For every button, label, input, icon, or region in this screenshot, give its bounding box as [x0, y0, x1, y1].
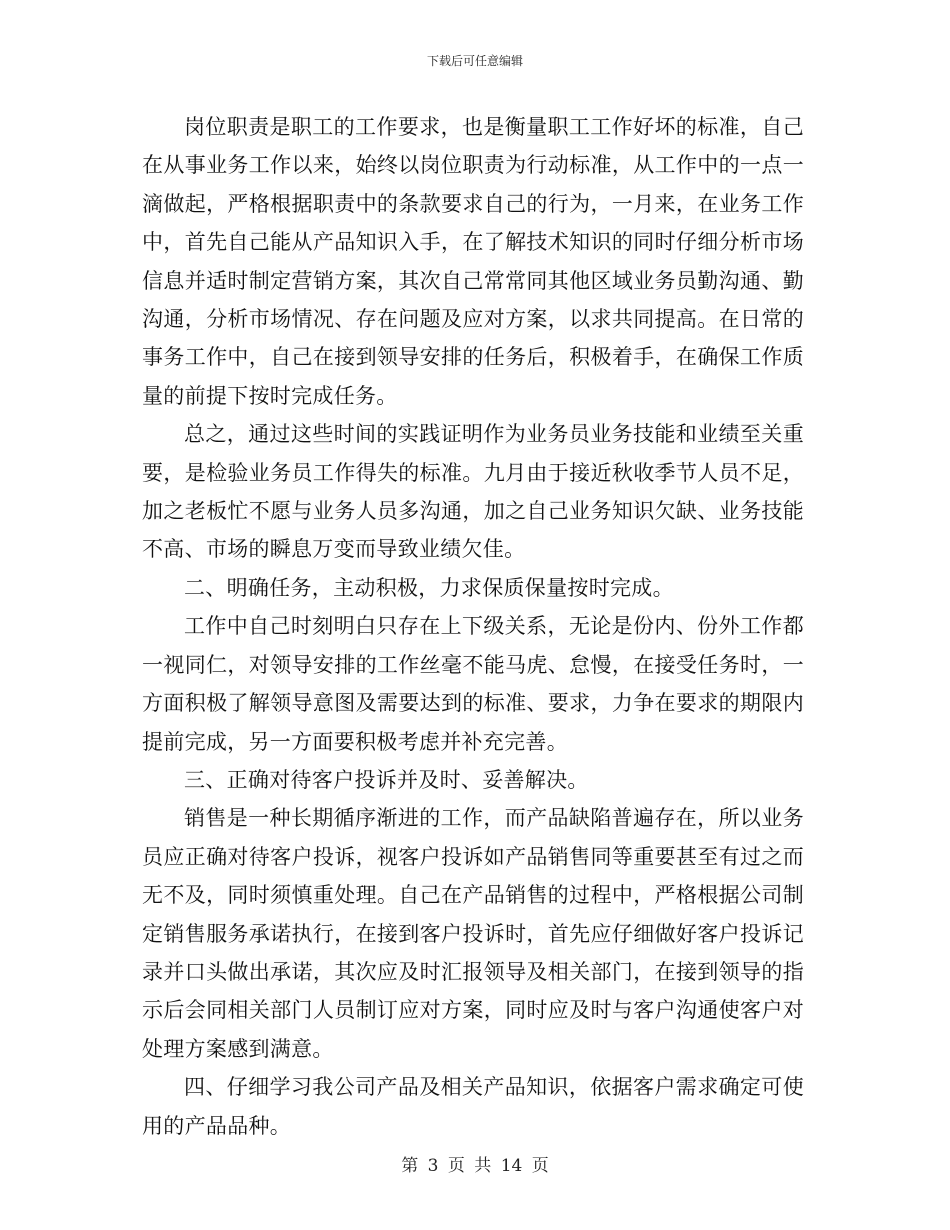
- section-heading-3: 三、正确对待客户投诉并及时、妥善解决。: [184, 767, 589, 792]
- section-heading-4: 四、仔细学习我公司产品及相关产品知识，依据客户需求确定可使用的产品品种。: [142, 1075, 804, 1138]
- page-number-footer: 第 3 页 共 14 页: [401, 1156, 549, 1176]
- paragraph-summary: 总之，通过这些时间的实践证明作为业务员业务技能和业绩至关重要，是检验业务员工作得失的标准。九月由于接近秋收季节人员不足，加之老板忙不愿与业务人员多沟通，加之自己业务知识欠缺、业务技能不高、市场的瞬息万变而导致业绩欠佳。: [142, 422, 804, 562]
- document-body: [142, 108, 804, 1145]
- paragraph-task-attitude: 工作中自己时刻明白只存在上下级关系，无论是份内、份外工作都一视同仁，对领导安排的工作丝毫不能马虎、怠慢，在接受任务时，一方面积极了解领导意图及需要达到的标准、要求，力争在要求的期限内提前完成，另一方面要积极考虑并补充完善。: [142, 614, 804, 754]
- paragraph-customer-complaints: 销售是一种长期循序渐进的工作，而产品缺陷普遍存在，所以业务员应正确对待客户投诉，视客户投诉如产品销售同等重要甚至有过之而无不及，同时须慎重处理。自己在产品销售的过程中，严格根据公司制定销售服务承诺执行，在接到客户投诉时，首先应仔细做好客户投诉记录并口头做出承诺，其次应及时汇报领导及相关部门，在接到领导的指示后会同相关部门人员制订应对方案，同时应及时与客户沟通使客户对处理方案感到满意。: [142, 806, 804, 1061]
- page-header: 下载后可任意编辑: [426, 54, 523, 68]
- section-heading-2: 二、明确任务，主动积极，力求保质保量按时完成。: [184, 575, 674, 600]
- paragraph-job-duties: 岗位职责是职工的工作要求，也是衡量职工工作好坏的标准，自己在从事业务工作以来，始终以岗位职责为行动标准，从工作中的一点一滴做起，严格根据职责中的条款要求自己的行为，一月来，在业务工作中，首先自己能从产品知识入手，在了解技术知识的同时仔细分析市场信息并适时制定营销方案，其次自己常常同其他区域业务员勤沟通、勤沟通，分析市场情况、存在问题及应对方案，以求共同提高。在日常的事务工作中，自己在接到领导安排的任务后，积极着手，在确保工作质量的前提下按时完成任务。: [142, 115, 804, 408]
